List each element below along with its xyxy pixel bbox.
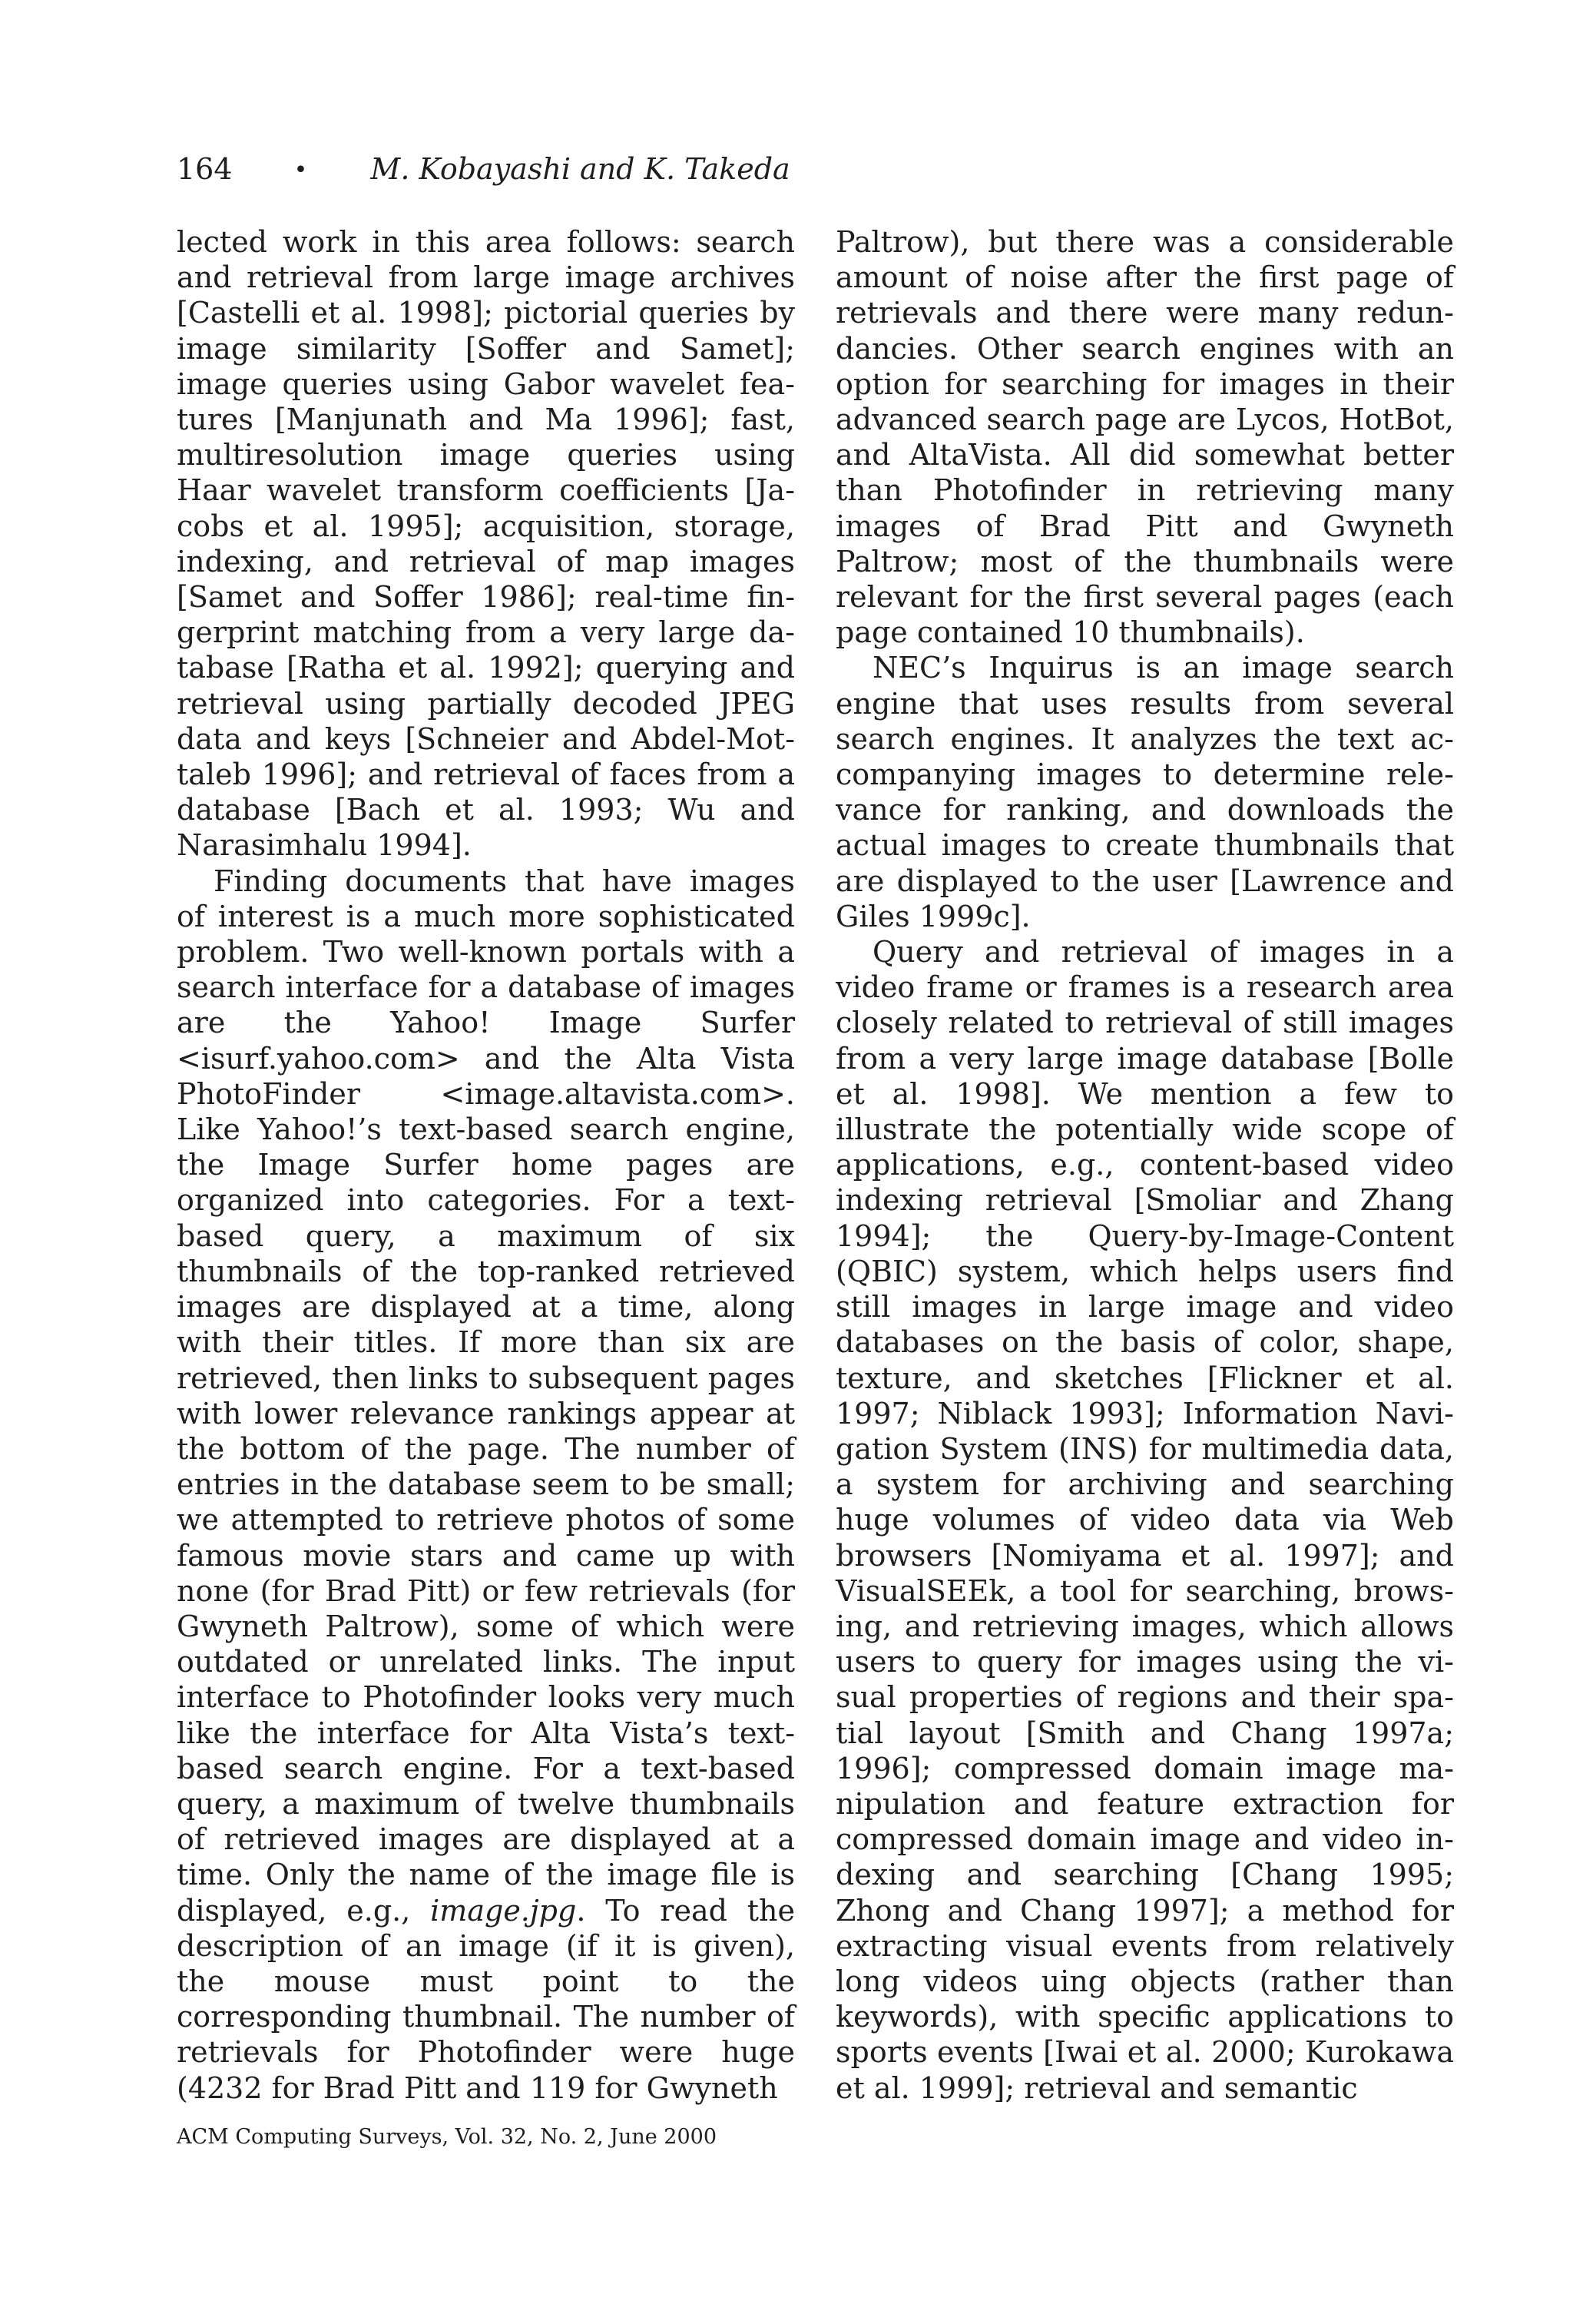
bullet-separator: •	[293, 157, 308, 184]
journal-footer: ACM Computing Surveys, Vol. 32, No. 2, June 2000	[177, 2125, 717, 2149]
running-head-authors: M. Kobayashi and K. Takeda	[370, 152, 790, 186]
right-paragraph-2: NEC’s Inquirus is an image search engine that uses results from several search engines. It analyzes the text accompanying images to determine relevance for ranking, and downloads the actual images to create thumbnails that are displayed to the user [Lawrence and Giles 1999c].	[836, 651, 1454, 933]
left-paragraph-1: lected work in this area follows: search and retrieval from large image archives [Castelli et al. 1998]; pictorial queries by image similarity [Soffer and Samet]; image queries using Gabor wavelet features [Manjunath and Ma 1996]; fast, multiresolution image queries using Haar wavelet transform coefficients [Jacobs et al. 1995]; acquisition, storage, indexing, and retrieval of map images [Samet and Soffer 1986]; real-time fingerprint matching from a very large database [Ratha et al. 1992]; querying and retrieval using partially decoded JPEG data and keys [Schneier and Abdel-Mottaleb 1996]; and retrieval of faces from a database [Bach et al. 1993; Wu and Narasimhalu 1994].	[177, 225, 795, 863]
right-column	[836, 224, 1454, 2106]
right-paragraph-3: Query and retrieval of images in a video frame or frames is a research area closely related to retrieval of still images from a very large image database [Bolle et al. 1998]. We mention a few to illustrate the potentially wide scope of applications, e.g., content-based video indexing retrieval [Smoliar and Zhang 1994]; the Query-by-Image-Content (QBIC) system, which helps users find still images in large image and video databases on the basis of color, shape, texture, and sketches [Flickner et al. 1997; Niblack 1993]; Information Navigation System (INS) for multimedia data, a system for archiving and searching huge volumes of video data via Web browsers [Nomiyama et al. 1997]; and VisualSEEk, a tool for searching, browsing, and retrieving images, which allows users to query for images using the visual properties of regions and their spatial layout [Smith and Chang 1997a; 1996]; compressed domain image manipulation and feature extraction for compressed domain image and video indexing and searching [Chang 1995; Zhong and Chang 1997]; a method for extracting visual events from relatively long videos uing objects (rather than keywords), with specific applications to sports events [Iwai et al. 2000; Kurokawa et al. 1999]; retrieval and semantic	[836, 935, 1454, 2105]
left-paragraph-2	[177, 864, 795, 2106]
right-paragraph-1: Paltrow), but there was a considerable amount of noise after the first page of retrievals and there were many redundancies. Other search engines with an option for searching for images in their advanced search page are Lycos, HotBot, and AltaVista. All did somewhat better than Photofinder in retrieving many images of Brad Pitt and Gwyneth Paltrow; most of the thumbnails were relevant for the first several pages (each page contained 10 thumbnails).	[836, 225, 1454, 650]
left-column	[177, 224, 795, 2106]
filename-example: image.jpg	[430, 1893, 577, 1928]
left-paragraph-2-text-a: Finding documents that have images of interest is a much more sophisticated problem. Two well-known portals with a search interface for a database of images are the Yahoo! Image Surfer <isurf.yahoo.com> and the Alta Vista PhotoFinder <image.altavista.com>. Like Yahoo!’s text-based search engine, the Image Surfer home pages are organized into categories. For a text-based query, a maximum of six thumbnails of the top-ranked retrieved images are displayed at a time, along with their titles. If more than six are retrieved, then links to subsequent pages with lower relevance rankings appear at the bottom of the page. The number of entries in the database seem to be small; we attempted to retrieve photos of some famous movie stars and came up with none (for Brad Pitt) or few retrievals (for Gwyneth Paltrow), some of which were outdated or unrelated links. The input interface to Photofinder looks very much like the interface for Alta Vista’s text-based search engine. For a text-based query, a maximum of twelve thumbnails of retrieved images are displayed at a time. Only the name of the image file is displayed, e.g.,	[177, 864, 795, 1928]
left-paragraph-2-text-b: . To read the description of an image (if it is given), the mouse must point to the corresponding thumbnail. The number of retrievals for Photofinder were huge (4232 for Brad Pitt and 119 for Gwyneth	[177, 1893, 795, 2105]
running-head	[177, 146, 1175, 192]
page-number: 164	[177, 152, 233, 186]
